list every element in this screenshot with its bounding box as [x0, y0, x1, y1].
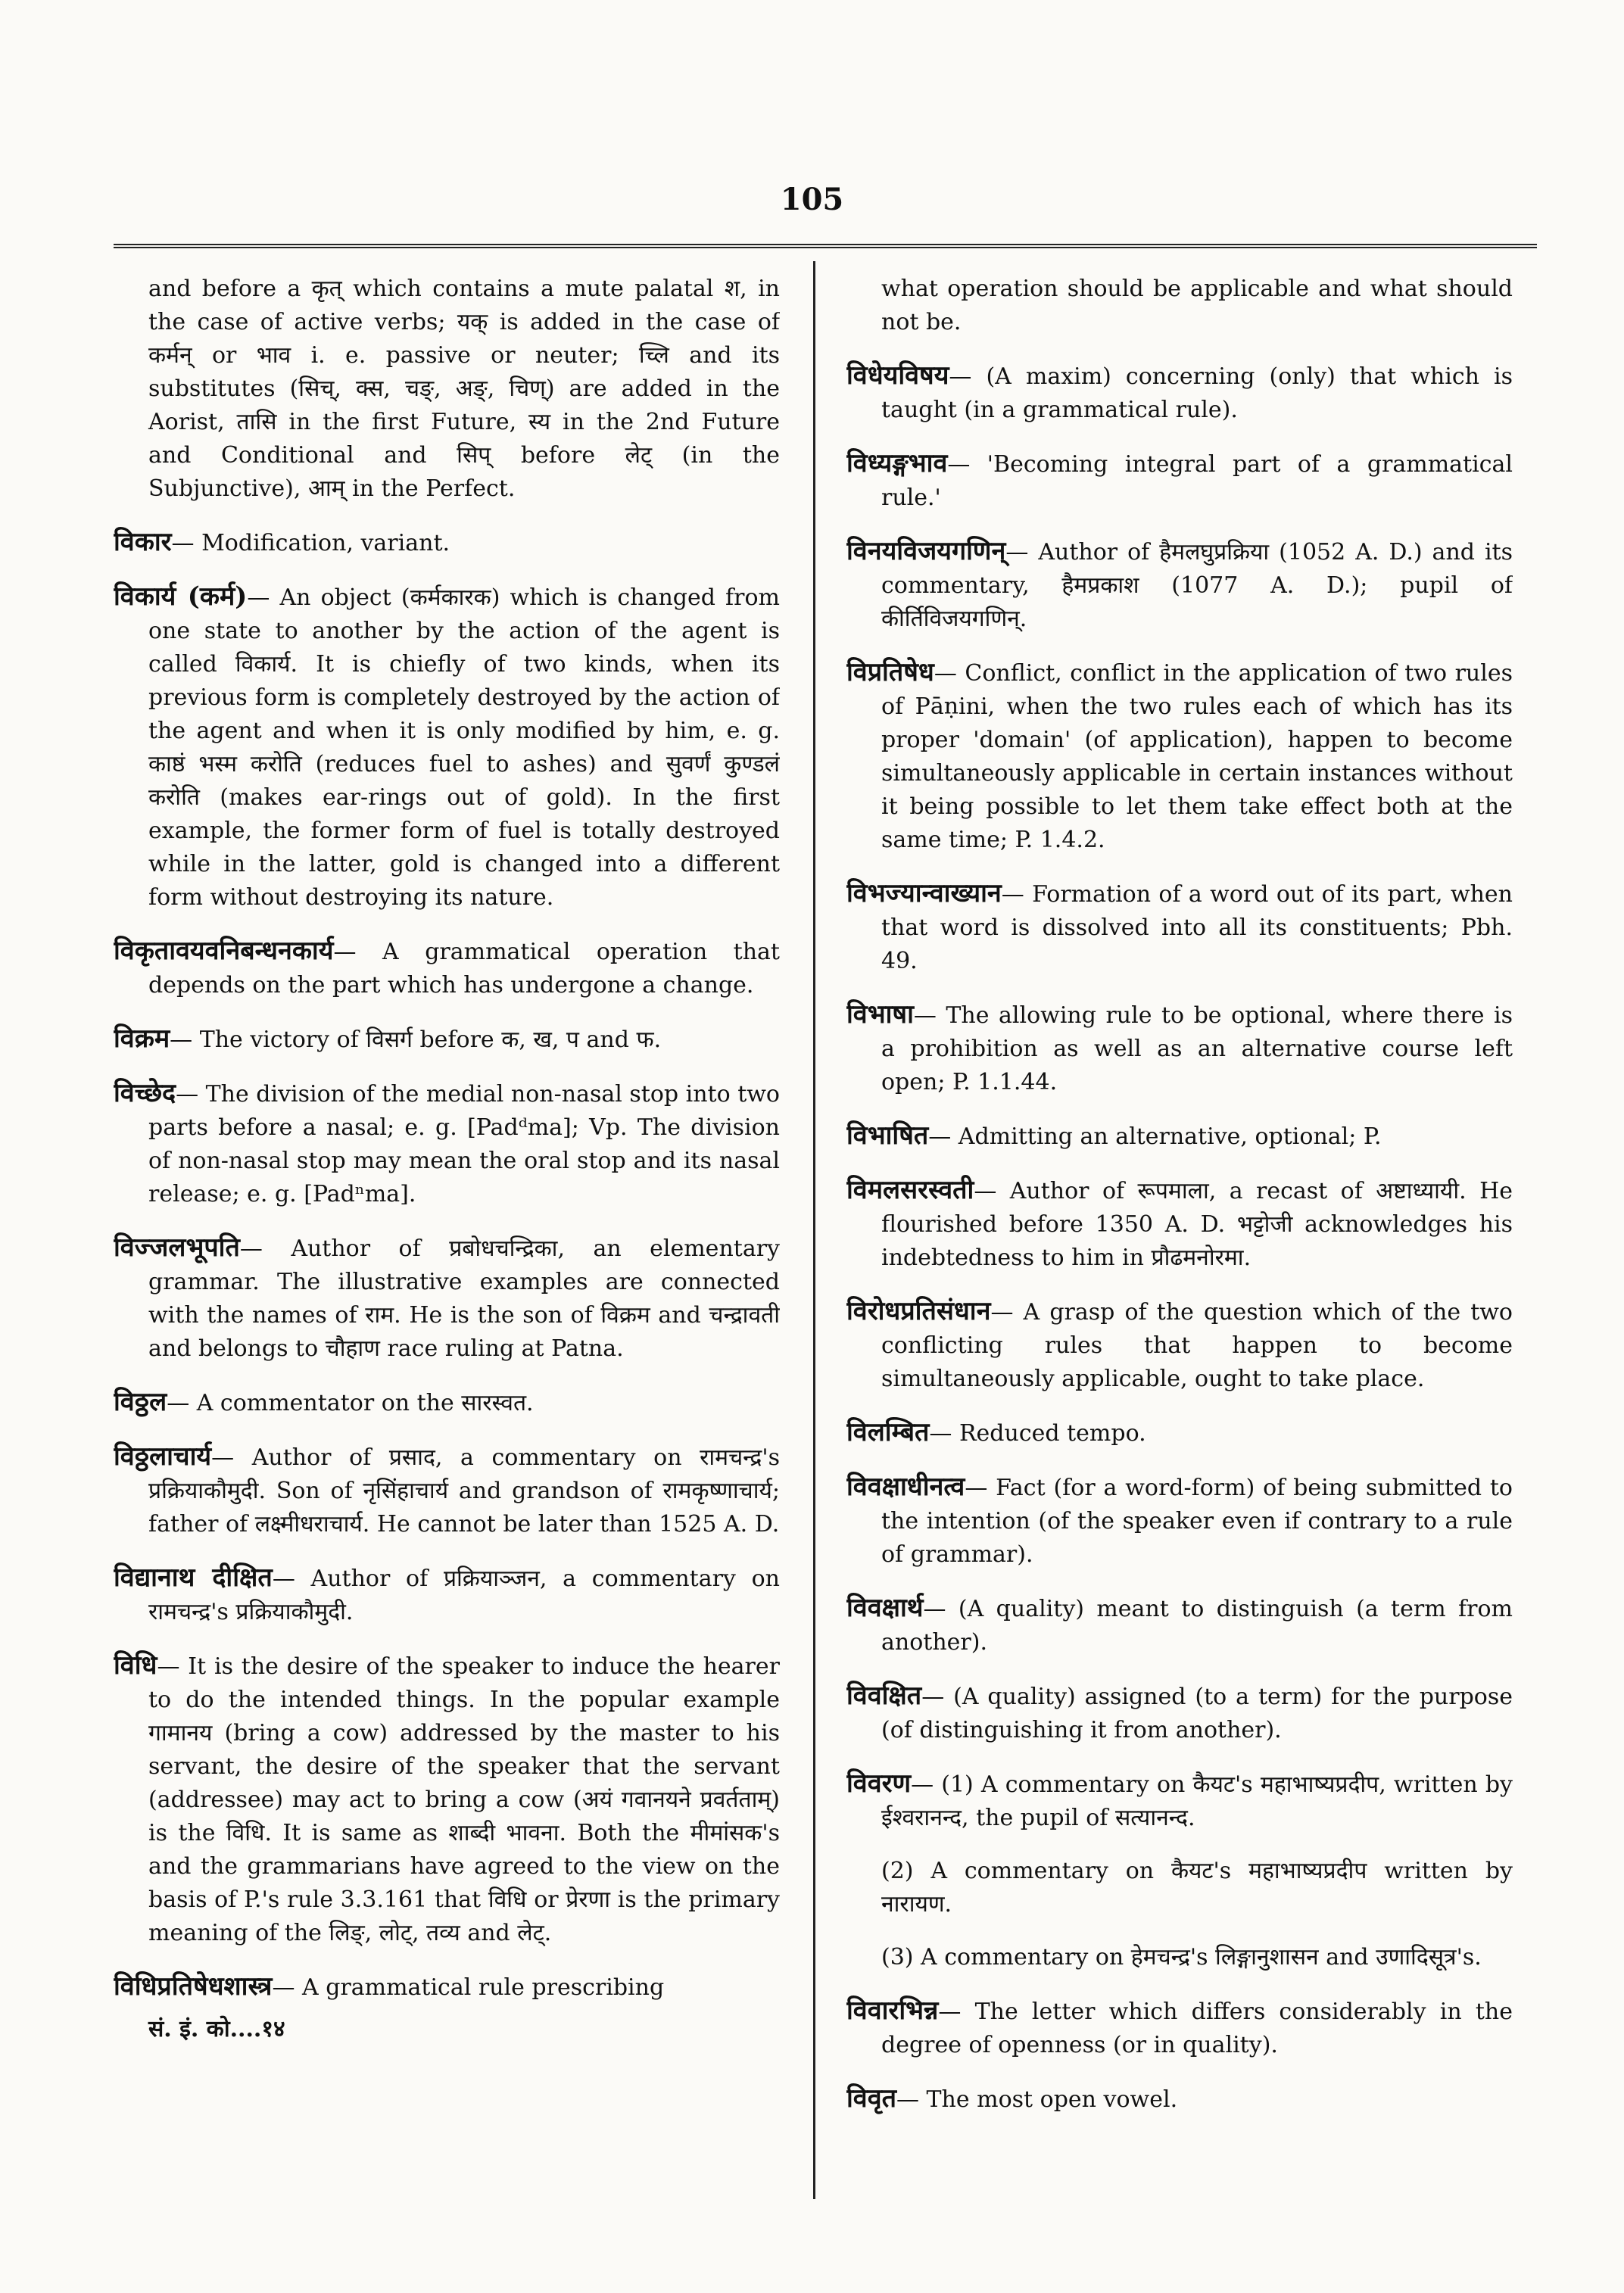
- dictionary-entry: [114, 1231, 780, 1366]
- dictionary-entry: [846, 1679, 1513, 1747]
- entry-headword: विक्रम: [114, 1023, 170, 1054]
- entry-headword: विठ्ठलाचार्य: [114, 1441, 212, 1472]
- entry-text: — The allowing rule to be optional, where there is a prohibition as well as an alternative course left open; P. 1.1.44.: [881, 1002, 1513, 1095]
- right-column: [846, 273, 1513, 2187]
- entry-text: — Author of रूपमाला, a recast of अष्टाध्यायी. He flourished before 1350 A. D. भट्टोजी acknowledges his indebtedness to him in प्रौढमनोरमा.: [881, 1178, 1513, 1271]
- entry-headword: विलम्बित: [846, 1417, 930, 1447]
- entry-text: — Fact (for a word-form) of being submitted to the intention (of the speaker even if contrary to a rule of grammar).: [881, 1475, 1513, 1568]
- dictionary-entry: [846, 1470, 1513, 1572]
- header-rule: [114, 244, 1537, 248]
- dictionary-entry: [114, 1440, 780, 1541]
- entry-headword: विवक्षार्थ: [846, 1593, 924, 1623]
- entry-headword: विधेयविषय: [846, 360, 949, 391]
- entry-headword: विवक्षाधीनत्व: [846, 1472, 965, 1502]
- entry-text: — The victory of विसर्ग before क, ख, प and फ.: [170, 1027, 662, 1053]
- entry-text: — (A quality) assigned (to a term) for the purpose (of distinguishing it from another).: [881, 1684, 1513, 1743]
- entry-text: — The most open vowel.: [896, 2086, 1178, 2113]
- entry-headword: विठ्ठल: [114, 1387, 167, 1417]
- dictionary-entry: [846, 998, 1513, 1099]
- dictionary-entry: [846, 534, 1513, 636]
- dictionary-entry: [114, 1561, 780, 1629]
- dictionary-entry: [846, 359, 1513, 427]
- entry-text: what operation should be applicable and what should not be.: [881, 276, 1513, 335]
- entry-text: — 'Becoming integral part of a grammatical rule.': [881, 451, 1513, 511]
- entry-text: — The letter which differs considerably in the degree of openness (or in quality).: [881, 1999, 1513, 2058]
- entry-text: — Formation of a word out of its part, when that word is dissolved into all its constituents; Pbh. 49.: [881, 881, 1513, 974]
- entry-text: — A grammatical operation that depends on the part which has undergone a change.: [148, 939, 780, 999]
- entry-headword: विकार्य (कर्म): [114, 581, 248, 612]
- dictionary-entry: [114, 525, 780, 560]
- entry-headword: विवरण: [846, 1768, 912, 1799]
- dictionary-entry: [846, 1767, 1513, 1835]
- dictionary-subentry: [846, 1855, 1513, 1921]
- dictionary-entry: [846, 2082, 1513, 2117]
- entry-text: — A grammatical rule prescribing: [272, 1974, 665, 2001]
- entry-headword: विवृत: [846, 2083, 896, 2114]
- entry-continuation: [114, 273, 780, 506]
- entry-headword: विध्यङ्गभाव: [846, 448, 948, 478]
- dictionary-entry: [114, 1076, 780, 1211]
- entry-text: — A grasp of the question which of the two conflicting rules that happen to become simultaneously applicable, ought to take place.: [881, 1299, 1513, 1392]
- dictionary-entry: [846, 1591, 1513, 1659]
- entry-headword: विधि: [114, 1650, 157, 1681]
- entry-headword: विप्रतिषेध: [846, 657, 934, 687]
- entry-text: — Author of प्रबोधचन्द्रिका, an elementary grammar. The illustrative examples are connected with the names of राम. He is the son of विक्रम and चन्द्रावती and belongs to चौहाण race ruling at Patna.: [148, 1235, 780, 1362]
- entry-text: (3) A commentary on हेमचन्द्र's लिङ्गानुशासन and उणादिसूत्र's.: [881, 1944, 1482, 1971]
- entry-text: — The division of the medial non-nasal stop into two parts before a nasal; e. g. [Padᵈma]; Vp. The division of non-nasal stop may mean the oral stop and its nasal release; e. g. [Padⁿma].: [148, 1081, 780, 1207]
- dictionary-entry: [846, 1173, 1513, 1275]
- entry-headword: विवक्षित: [846, 1681, 922, 1711]
- dictionary-entry: [114, 580, 780, 914]
- entry-text: — Conflict, conflict in the application of two rules of Pāṇini, when the two rules each of which has its proper 'domain' (of application), happen to become simultaneously applicable in certain instances without it being possible to let them take effect both at the same time; P. 1.4.2.: [881, 660, 1513, 853]
- dictionary-entry: [114, 1022, 780, 1057]
- entry-headword: विरोधप्रतिसंधान: [846, 1296, 991, 1326]
- entry-text: — Author of प्रक्रियाञ्जन, a commentary on रामचन्द्र's प्रक्रियाकौमुदी.: [148, 1566, 780, 1625]
- entry-headword: विभाषित: [846, 1120, 929, 1151]
- dictionary-entry: [114, 1385, 780, 1420]
- entry-continuation: [846, 273, 1513, 339]
- entry-headword: विवारभिन्न: [846, 1995, 939, 2026]
- entry-headword: विभाषा: [846, 999, 914, 1030]
- dictionary-entry: [114, 1649, 780, 1950]
- signature-mark: सं. इं. को....१४: [148, 2016, 285, 2042]
- entry-text: and before a कृत् which contains a mute palatal श, in the case of active verbs; यक् is added in the case of कर्मन् or भाव i. e. passive or neuter; च्लि and its substitutes (सिच्, क्स, चङ्, अङ्, चिण्) are added in the Aorist, तासि in the first Future, स्य in the 2nd Future and Conditional and सिप् before लेट् (in the Subjunctive), आम् in the Perfect.: [148, 276, 780, 502]
- entry-headword: विज्जलभूपति: [114, 1232, 240, 1263]
- entry-text: — (A maxim) concerning (only) that which is taught (in a grammatical rule).: [881, 363, 1513, 423]
- dictionary-entry: [114, 1970, 780, 2005]
- entry-headword: विकृतावयवनिबन्धनकार्य: [114, 936, 334, 966]
- dictionary-entry: [846, 656, 1513, 857]
- entry-text: — A commentator on the सारस्वत.: [167, 1390, 534, 1416]
- entry-headword: विकार: [114, 527, 172, 557]
- entry-text: — Reduced tempo.: [929, 1420, 1146, 1447]
- page-number: 105: [780, 182, 844, 217]
- dictionary-entry: [114, 934, 780, 1002]
- dictionary-entry: [846, 1416, 1513, 1450]
- dictionary-entry: [846, 1294, 1513, 1396]
- entry-headword: विनयविजयगणिन्: [846, 536, 1006, 566]
- entry-text: — Admitting an alternative, optional; P.: [928, 1123, 1382, 1150]
- dictionary-entry: [846, 1994, 1513, 2062]
- entry-headword: विच्छेद: [114, 1078, 176, 1108]
- dictionary-subentry: [846, 1941, 1513, 1974]
- entry-headword: विद्यानाथ दीक्षित: [114, 1562, 273, 1593]
- dictionary-entry: [846, 447, 1513, 515]
- entry-headword: विधिप्रतिषेधशास्त्र: [114, 1971, 273, 2002]
- entry-text: — It is the desire of the speaker to induce the hearer to do the intended things. In the popular example गामानय (bring a cow) addressed by the master to his servant, the desire of the speaker that the servant (addressee) may act to bring a cow (अयं गवानयने प्रवर्तताम्) is the विधि. It is same as शाब्दी भावना. Both the मीमांसक's and the grammarians have agreed to the view on the basis of P.'s rule 3.3.161 that विधि or प्रेरणा is the primary meaning of the लिङ्, लोट्, तव्य and लेट्.: [148, 1653, 780, 1946]
- entry-text: — (1) A commentary on कैयट's महाभाष्यप्रदीप, written by ईश्वरानन्द, the pupil of सत्यानन्द.: [881, 1771, 1513, 1831]
- entry-text: (2) A commentary on कैयट's महाभाष्यप्रदीप written by नारायण.: [881, 1858, 1513, 1918]
- dictionary-entry: [846, 1119, 1513, 1154]
- dictionary-entry: [846, 877, 1513, 978]
- entry-text: — Author of हैमलघुप्रक्रिया (1052 A. D.) and its commentary, हैमप्रकाश (1077 A. D.); pupil of कीर्तिविजयगणिन्.: [881, 539, 1513, 632]
- entry-text: — Modification, variant.: [171, 530, 450, 556]
- entry-headword: विमलसरस्वती: [846, 1175, 974, 1205]
- left-column: [114, 273, 780, 2187]
- entry-headword: विभज्यान्वाख्यान: [846, 878, 1002, 908]
- entry-text: — Author of प्रसाद, a commentary on रामचन्द्र's प्रक्रियाकौमुदी. Son of नृसिंहाचार्य and grandson of रामकृष्णाचार्य; father of लक्ष्मीधराचार्य. He cannot be later than 1525 A. D.: [148, 1444, 780, 1537]
- column-divider: [813, 261, 815, 2199]
- entry-text: — An object (कर्मकारक) which is changed from one state to another by the action of the agent is called विकार्य. It is chiefly of two kinds, when its previous form is completely destroyed by the action of the agent and when it is only modified by him, e. g. काष्ठं भस्म करोति (reduces fuel to ashes) and सुवर्णं कुण्डलं करोति (makes ear-rings out of gold). In the first example, the former form of fuel is totally destroyed while in the latter, gold is changed into a different form without destroying its nature.: [148, 584, 780, 911]
- entry-text: — (A quality) meant to distinguish (a term from another).: [881, 1596, 1513, 1656]
